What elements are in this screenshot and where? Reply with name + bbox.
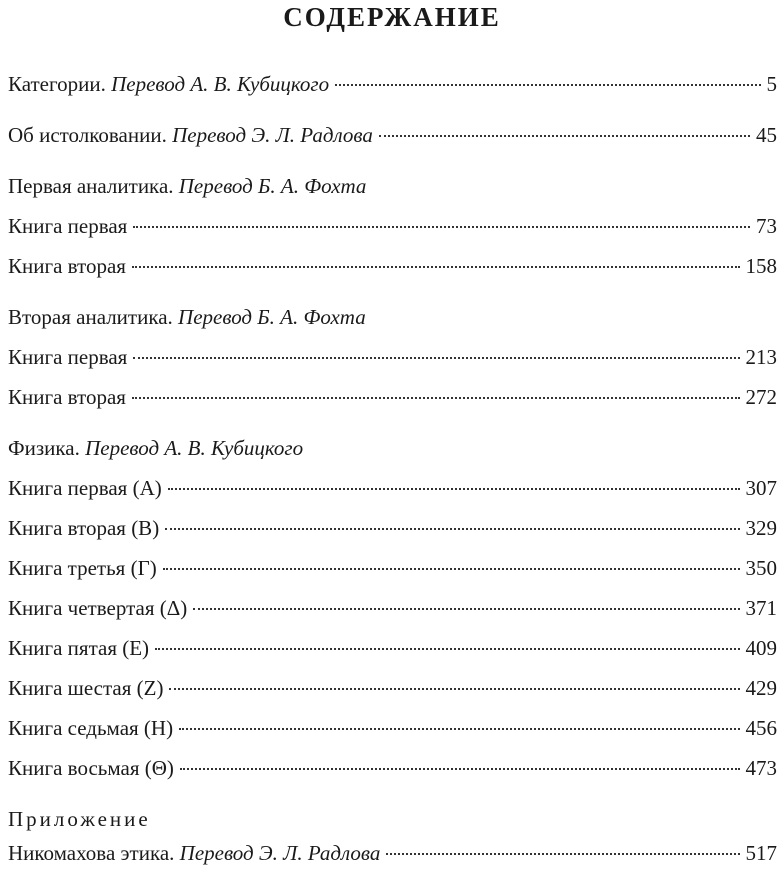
page-number: 456 — [745, 716, 777, 740]
dot-leader — [180, 768, 740, 770]
entry-title: Об истолковании. — [8, 123, 167, 147]
toc-entry — [8, 676, 777, 716]
dot-leader — [169, 688, 739, 690]
toc-entry — [8, 756, 777, 796]
entry-translator: Перевод Э. Л. Радлова — [172, 123, 373, 147]
toc-entry — [8, 254, 777, 294]
section-translator: Перевод Б. А. Фохта — [178, 305, 366, 329]
table-of-contents — [8, 72, 777, 881]
dot-leader — [133, 226, 750, 228]
entry-title: Книга вторая — [8, 385, 126, 409]
entry-title: Книга четвертая (Δ) — [8, 596, 188, 620]
entry-title: Книга первая — [8, 345, 128, 369]
toc-entry — [8, 596, 777, 636]
page-number: 5 — [766, 72, 777, 96]
dot-leader — [163, 568, 740, 570]
page-number: 429 — [745, 676, 777, 700]
section-title: Приложение — [8, 807, 151, 831]
toc-section-posterior-analytics — [8, 305, 777, 345]
entry-title: Книга восьмая (Θ) — [8, 756, 174, 780]
page-title: СОДЕРЖАНИЕ — [283, 2, 501, 32]
toc-entry-nicomachean-ethics — [8, 841, 777, 881]
page-number: 409 — [745, 636, 777, 660]
toc-entry — [8, 476, 777, 516]
toc-entry — [8, 556, 777, 596]
section-title: Первая аналитика. — [8, 174, 174, 198]
page-number: 213 — [745, 345, 777, 369]
page-number: 371 — [745, 596, 777, 620]
entry-translator: Перевод А. В. Кубицкого — [111, 72, 330, 96]
toc-entry — [8, 636, 777, 676]
entry-title: Книга вторая (B) — [8, 516, 160, 540]
toc-entry — [8, 716, 777, 756]
entry-title: Книга шестая (Z) — [8, 676, 164, 700]
page-number: 73 — [756, 214, 777, 238]
entry-title: Книга первая (A) — [8, 476, 162, 500]
dot-leader — [386, 853, 739, 855]
dot-leader — [168, 488, 740, 490]
dot-leader — [132, 266, 740, 268]
toc-entry — [8, 385, 777, 425]
entry-translator: Перевод Э. Л. Радлова — [179, 841, 381, 865]
dot-leader — [193, 608, 739, 610]
toc-entry-interpretation — [8, 123, 777, 163]
section-title: Физика. — [8, 436, 80, 460]
toc-section-prior-analytics — [8, 174, 777, 214]
entry-title: Книга третья (Г) — [8, 556, 157, 580]
section-translator: Перевод Б. А. Фохта — [178, 174, 367, 198]
toc-entry — [8, 345, 777, 385]
entry-title: Книга седьмая (H) — [8, 716, 174, 740]
entry-title: Книга вторая — [8, 254, 126, 278]
entry-title: Никомахова этика. — [8, 841, 175, 865]
toc-entry-categories — [8, 72, 777, 112]
dot-leader — [165, 528, 739, 530]
section-title: Вторая аналитика. — [8, 305, 173, 329]
dot-leader — [155, 648, 739, 650]
toc-section-appendix — [8, 807, 777, 841]
entry-title: Категории. — [8, 72, 106, 96]
page-number: 473 — [745, 756, 777, 780]
dot-leader — [132, 397, 740, 399]
toc-section-physics — [8, 436, 777, 476]
toc-entry — [8, 516, 777, 556]
page-number: 517 — [745, 841, 777, 865]
dot-leader — [335, 84, 760, 86]
dot-leader — [133, 357, 739, 359]
dot-leader — [379, 135, 750, 137]
page-number: 307 — [745, 476, 777, 500]
entry-title: Книга пятая (E) — [8, 636, 150, 660]
toc-entry — [8, 214, 777, 254]
page-number: 272 — [745, 385, 777, 409]
page-number: 45 — [756, 123, 777, 147]
entry-title: Книга первая — [8, 214, 128, 238]
page-number: 158 — [745, 254, 777, 278]
dot-leader — [179, 728, 739, 730]
section-translator: Перевод А. В. Кубицкого — [85, 436, 304, 460]
page-number: 350 — [745, 556, 777, 580]
page-number: 329 — [745, 516, 777, 540]
